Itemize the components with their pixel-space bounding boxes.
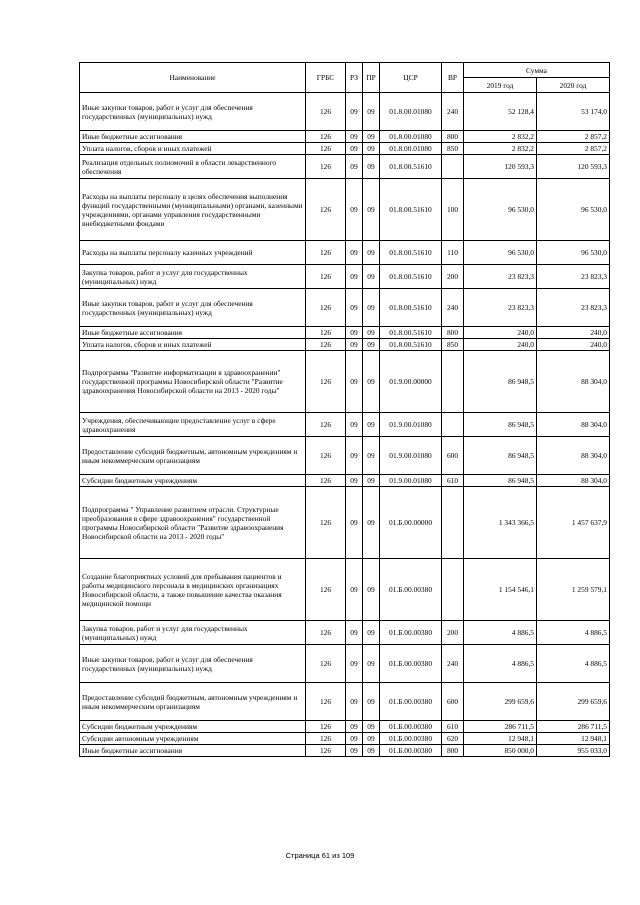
row-value-2019: 4 886,5 (464, 645, 537, 683)
row-vr: 240 (442, 93, 464, 131)
row-value-2019: 2 832,2 (464, 143, 537, 155)
row-name: Уплата налогов, сборов и иных платежей (80, 143, 306, 155)
page-number: Страница 61 из 109 (285, 851, 355, 860)
row-rz: 09 (346, 131, 363, 143)
row-value-2019: 23 823,3 (464, 265, 537, 289)
col-header-sum: Сумма (464, 63, 610, 78)
row-csr: 01.9.00.00000 (380, 351, 442, 413)
row-value-2020: 96 530,0 (537, 179, 610, 241)
row-value-2020: 88 304,0 (537, 413, 610, 437)
row-pr: 09 (363, 475, 380, 487)
row-name: Субсидии бюджетным учреждениям (80, 721, 306, 733)
row-name: Предоставление субсидий бюджетным, автономным учреждениям и иным некоммерческим организациям (80, 437, 306, 475)
col-header-csr: ЦСР (380, 63, 442, 93)
row-value-2020: 88 304,0 (537, 351, 610, 413)
col-header-vr: ВР (442, 63, 464, 93)
row-grbs: 126 (306, 327, 346, 339)
row-pr: 09 (363, 559, 380, 621)
col-header-rz: РЗ (346, 63, 363, 93)
table-row (80, 733, 610, 745)
row-name: Реализация отдельных полномочий в области лекарственного обеспечения (80, 155, 306, 179)
row-csr: 01.8.00.01080 (380, 143, 442, 155)
row-grbs: 126 (306, 745, 346, 757)
col-header-name: Наименование (80, 63, 306, 93)
row-grbs: 126 (306, 143, 346, 155)
row-csr: 01.8.00.51610 (380, 179, 442, 241)
row-rz: 09 (346, 475, 363, 487)
row-csr: 01.Б.00.00380 (380, 645, 442, 683)
row-rz: 09 (346, 559, 363, 621)
row-name: Иные бюджетные ассигнования (80, 745, 306, 757)
col-header-2019: 2019 год (464, 78, 537, 93)
row-vr (442, 413, 464, 437)
row-csr: 01.8.00.01080 (380, 93, 442, 131)
row-rz: 09 (346, 143, 363, 155)
row-vr: 850 (442, 143, 464, 155)
row-vr (442, 155, 464, 179)
row-pr: 09 (363, 265, 380, 289)
row-grbs: 126 (306, 487, 346, 559)
row-csr: 01.Б.00.00380 (380, 621, 442, 645)
table-row (80, 745, 610, 757)
row-rz: 09 (346, 721, 363, 733)
row-value-2020: 4 886,5 (537, 645, 610, 683)
row-name: Предоставление субсидий бюджетным, автономным учреждениям и иным некоммерческим организациям (80, 683, 306, 721)
row-rz: 09 (346, 683, 363, 721)
row-vr: 600 (442, 437, 464, 475)
row-value-2020: 1 457 637,9 (537, 487, 610, 559)
row-csr: 01.8.00.51610 (380, 241, 442, 265)
row-name: Иные закупки товаров, работ и услуг для обеспечения государственных (муниципальных) нужд (80, 289, 306, 327)
row-pr: 09 (363, 621, 380, 645)
row-pr: 09 (363, 155, 380, 179)
row-value-2020: 4 886,5 (537, 621, 610, 645)
row-value-2019: 23 823,3 (464, 289, 537, 327)
row-csr: 01.Б.00.00380 (380, 745, 442, 757)
row-grbs: 126 (306, 179, 346, 241)
row-grbs: 126 (306, 413, 346, 437)
row-value-2020: 53 174,0 (537, 93, 610, 131)
row-grbs: 126 (306, 93, 346, 131)
row-value-2020: 88 304,0 (537, 437, 610, 475)
row-rz: 09 (346, 327, 363, 339)
table-row (80, 289, 610, 327)
row-pr: 09 (363, 745, 380, 757)
row-rz: 09 (346, 265, 363, 289)
row-grbs: 126 (306, 437, 346, 475)
table-row (80, 265, 610, 289)
table-row (80, 339, 610, 351)
row-value-2019: 86 948,5 (464, 437, 537, 475)
col-header-grbs: ГРБС (306, 63, 346, 93)
table-row (80, 327, 610, 339)
header-row (80, 63, 610, 78)
row-vr: 610 (442, 721, 464, 733)
row-name: Иные закупки товаров, работ и услуг для обеспечения государственных (муниципальных) нужд (80, 93, 306, 131)
row-grbs: 126 (306, 733, 346, 745)
table-row (80, 683, 610, 721)
row-value-2020: 96 530,0 (537, 241, 610, 265)
table-row (80, 475, 610, 487)
row-grbs: 126 (306, 131, 346, 143)
row-value-2019: 2 832,2 (464, 131, 537, 143)
row-csr: 01.9.00.01080 (380, 475, 442, 487)
table-row (80, 179, 610, 241)
row-name: Иные бюджетные ассигнования (80, 327, 306, 339)
row-pr: 09 (363, 241, 380, 265)
row-pr: 09 (363, 289, 380, 327)
row-value-2019: 299 659,6 (464, 683, 537, 721)
table-row (80, 241, 610, 265)
table-body (80, 93, 610, 757)
row-name: Иные бюджетные ассигнования (80, 131, 306, 143)
table-row (80, 437, 610, 475)
row-csr: 01.9.00.01080 (380, 413, 442, 437)
budget-page (79, 62, 609, 757)
row-csr: 01.8.00.51610 (380, 327, 442, 339)
row-grbs: 126 (306, 645, 346, 683)
row-grbs: 126 (306, 621, 346, 645)
row-rz: 09 (346, 621, 363, 645)
row-csr: 01.8.00.01080 (380, 131, 442, 143)
row-vr (442, 351, 464, 413)
row-pr: 09 (363, 131, 380, 143)
row-value-2020: 120 593,3 (537, 155, 610, 179)
row-value-2020: 88 304,0 (537, 475, 610, 487)
row-rz: 09 (346, 179, 363, 241)
row-rz: 09 (346, 93, 363, 131)
table-row (80, 621, 610, 645)
row-pr: 09 (363, 645, 380, 683)
row-vr: 800 (442, 131, 464, 143)
row-value-2019: 96 530,0 (464, 179, 537, 241)
row-name: Подпрограмма "Развитие информатизации в здравоохранении" государственной программы Новосибирской области "Развитие здравоохранения Новосибирской области на 2013 - 2020 годы" (80, 351, 306, 413)
row-pr: 09 (363, 413, 380, 437)
row-rz: 09 (346, 645, 363, 683)
row-value-2019: 86 948,5 (464, 351, 537, 413)
row-csr: 01.8.00.51610 (380, 155, 442, 179)
row-grbs: 126 (306, 265, 346, 289)
row-value-2019: 1 154 546,1 (464, 559, 537, 621)
row-value-2020: 240,0 (537, 327, 610, 339)
row-csr: 01.Б.00.00380 (380, 733, 442, 745)
row-name: Учреждения, обеспечивающие предоставление услуг в сфере здравоохранения (80, 413, 306, 437)
row-value-2020: 23 823,3 (537, 289, 610, 327)
row-grbs: 126 (306, 683, 346, 721)
row-value-2019: 120 593,3 (464, 155, 537, 179)
row-value-2019: 850 000,0 (464, 745, 537, 757)
row-vr (442, 559, 464, 621)
row-vr: 200 (442, 265, 464, 289)
row-rz: 09 (346, 241, 363, 265)
row-pr: 09 (363, 487, 380, 559)
row-rz: 09 (346, 413, 363, 437)
row-vr: 240 (442, 645, 464, 683)
row-pr: 09 (363, 721, 380, 733)
table-row (80, 721, 610, 733)
row-value-2019: 240,0 (464, 327, 537, 339)
row-rz: 09 (346, 351, 363, 413)
row-pr: 09 (363, 327, 380, 339)
col-header-2020: 2020 год (537, 78, 610, 93)
table-row (80, 155, 610, 179)
table-row (80, 487, 610, 559)
row-value-2020: 2 857,2 (537, 131, 610, 143)
row-value-2019: 52 128,4 (464, 93, 537, 131)
table-row (80, 413, 610, 437)
row-vr: 200 (442, 621, 464, 645)
row-csr: 01.8.00.51610 (380, 339, 442, 351)
row-value-2019: 4 886,5 (464, 621, 537, 645)
table-row (80, 93, 610, 131)
row-vr: 600 (442, 683, 464, 721)
row-vr: 850 (442, 339, 464, 351)
row-name: Подпрограмма " Управление развитием отрасли. Структурные преобразования в сфере здравоохранения" государственной программы Новосибирской области "Развитие здравоохранения Новосибирской области на 2013 - 2020 годы" (80, 487, 306, 559)
row-pr: 09 (363, 339, 380, 351)
row-vr: 610 (442, 475, 464, 487)
col-header-pr: ПР (363, 63, 380, 93)
row-csr: 01.8.00.51610 (380, 265, 442, 289)
row-value-2019: 86 948,5 (464, 413, 537, 437)
row-grbs: 126 (306, 721, 346, 733)
row-value-2020: 955 033,0 (537, 745, 610, 757)
row-name: Субсидии бюджетным учреждениям (80, 475, 306, 487)
row-csr: 01.Б.00.00000 (380, 487, 442, 559)
budget-table (79, 62, 610, 757)
row-name: Закупка товаров, работ и услуг для государственных (муниципальных) нужд (80, 621, 306, 645)
table-row (80, 559, 610, 621)
row-name: Субсидии автономным учреждениям (80, 733, 306, 745)
row-rz: 09 (346, 745, 363, 757)
row-grbs: 126 (306, 155, 346, 179)
row-name: Иные закупки товаров, работ и услуг для обеспечения государственных (муниципальных) нужд (80, 645, 306, 683)
row-value-2020: 240,0 (537, 339, 610, 351)
row-grbs: 126 (306, 559, 346, 621)
row-value-2020: 1 259 579,1 (537, 559, 610, 621)
row-grbs: 126 (306, 339, 346, 351)
row-name: Расходы на выплаты персоналу казенных учреждений (80, 241, 306, 265)
row-value-2019: 1 343 366,5 (464, 487, 537, 559)
row-rz: 09 (346, 339, 363, 351)
row-pr: 09 (363, 733, 380, 745)
row-vr: 800 (442, 327, 464, 339)
row-vr: 100 (442, 179, 464, 241)
row-csr: 01.Б.00.00380 (380, 683, 442, 721)
row-value-2020: 23 823,3 (537, 265, 610, 289)
row-pr: 09 (363, 437, 380, 475)
row-vr (442, 487, 464, 559)
row-rz: 09 (346, 487, 363, 559)
row-grbs: 126 (306, 475, 346, 487)
row-vr: 620 (442, 733, 464, 745)
row-csr: 01.9.00.01080 (380, 437, 442, 475)
row-value-2020: 286 711,5 (537, 721, 610, 733)
row-rz: 09 (346, 289, 363, 327)
row-rz: 09 (346, 155, 363, 179)
row-csr: 01.Б.00.00380 (380, 559, 442, 621)
table-row (80, 143, 610, 155)
row-vr: 110 (442, 241, 464, 265)
row-value-2020: 12 948,1 (537, 733, 610, 745)
row-csr: 01.8.00.51610 (380, 289, 442, 327)
row-value-2019: 12 948,1 (464, 733, 537, 745)
row-value-2019: 96 530,0 (464, 241, 537, 265)
table-row (80, 645, 610, 683)
row-value-2020: 2 857,2 (537, 143, 610, 155)
row-vr: 800 (442, 745, 464, 757)
row-name: Закупка товаров, работ и услуг для государственных (муниципальных) нужд (80, 265, 306, 289)
row-pr: 09 (363, 93, 380, 131)
row-name: Расходы на выплаты персоналу в целях обеспечения выполнения функций государственными (муниципальными) органами, казенными учреждениями, органами управления государственными внебюджетными фондами (80, 179, 306, 241)
row-vr: 240 (442, 289, 464, 327)
row-value-2020: 299 659,6 (537, 683, 610, 721)
row-csr: 01.Б.00.00380 (380, 721, 442, 733)
row-pr: 09 (363, 683, 380, 721)
row-grbs: 126 (306, 241, 346, 265)
row-value-2019: 240,0 (464, 339, 537, 351)
row-name: Создание благоприятных условий для пребывания пациентов и работы медицинского персонала в медицинских организациях Новосибирской области, а также повышение качества оказания медицинской помощи (80, 559, 306, 621)
row-name: Уплата налогов, сборов и иных платежей (80, 339, 306, 351)
row-rz: 09 (346, 733, 363, 745)
row-grbs: 126 (306, 289, 346, 327)
row-rz: 09 (346, 437, 363, 475)
row-pr: 09 (363, 179, 380, 241)
table-row (80, 351, 610, 413)
row-value-2019: 86 948,5 (464, 475, 537, 487)
row-value-2019: 286 711,5 (464, 721, 537, 733)
row-pr: 09 (363, 351, 380, 413)
table-row (80, 131, 610, 143)
row-grbs: 126 (306, 351, 346, 413)
row-pr: 09 (363, 143, 380, 155)
